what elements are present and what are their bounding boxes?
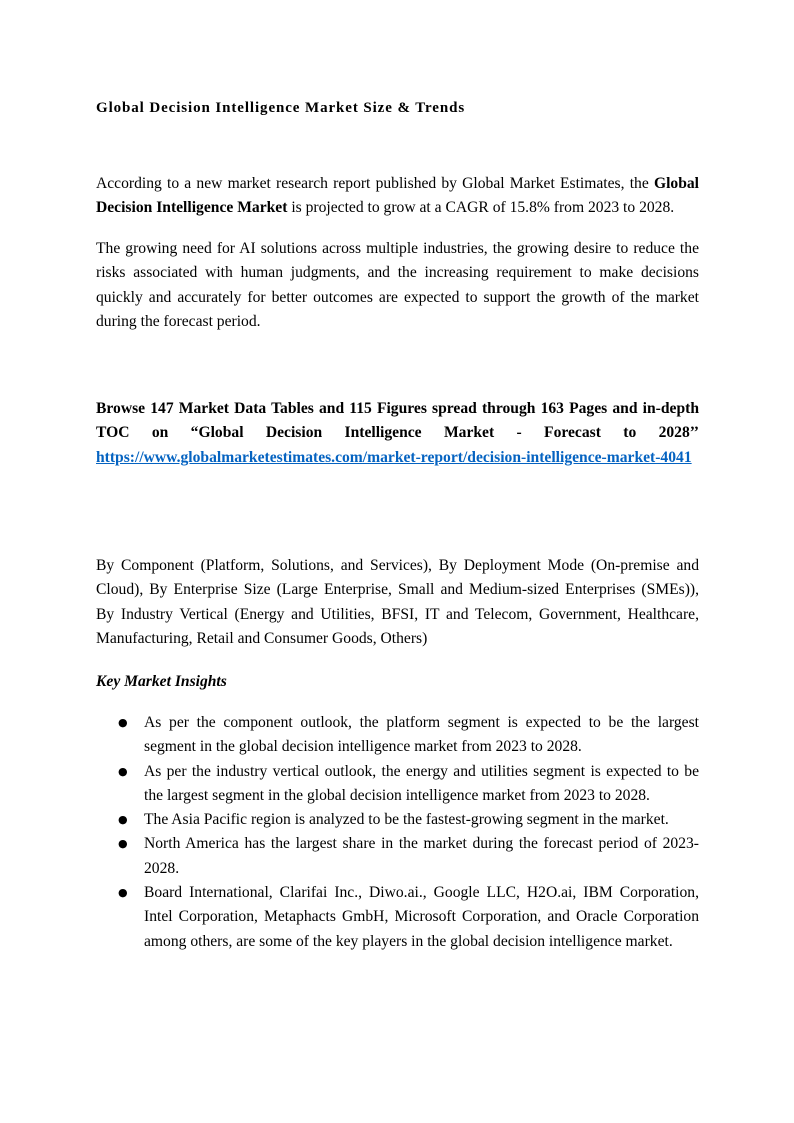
insight-text: As per the component outlook, the platform segment is expected to be the largest segment in the global decision intelligence market from 2023 to 2028.	[144, 714, 699, 756]
intro-text-start: According to a new market research report published by Global Market Estimates, the	[96, 175, 654, 192]
browse-line-1: Browse 147 Market Data Tables and 115 Figures spread through 163 Pages and in-depth	[96, 400, 699, 417]
page-title: Global Decision Intelligence Market Size & Trends	[96, 100, 466, 116]
browse-line-2: TOC on “Global Decision Intelligence Market - Forecast to 2028’’	[96, 424, 699, 442]
list-item	[96, 760, 699, 809]
insight-text: As per the industry vertical outlook, the energy and utilities segment is expected to be the largest segment in the global decision intelligence market from 2023 to 2028.	[144, 762, 699, 804]
insight-text: The Asia Pacific region is analyzed to be the fastest-growing segment in the market.	[144, 811, 669, 829]
bullet-icon: ●	[118, 716, 128, 729]
intro-text-end: is projected to grow at a CAGR of 15.8% from 2023 to 2028.	[287, 199, 675, 217]
segmentation-paragraph: By Component (Platform, Solutions, and Services), By Deployment Mode (On-premise and Cloud), By Enterprise Size (Large Enterprise, Small and Medium-sized Enterprises (SMEs)), By Industry Vertical (Energy and Utilities, BFSI, IT and Telecom, Government, Healthcare, Manufacturing, Retail and Consumer Goods, Others)	[96, 557, 699, 647]
list-item	[96, 808, 699, 832]
key-insights-heading: Key Market Insights	[96, 673, 227, 690]
browse-paragraph	[96, 397, 699, 470]
list-item	[96, 881, 699, 954]
bullet-icon: ●	[118, 886, 128, 900]
bullet-icon: ●	[118, 837, 128, 851]
report-link[interactable]: https://www.globalmarketestimates.com/market-report/decision-intelligence-market-4041	[96, 448, 692, 466]
list-item	[96, 832, 699, 881]
insight-text: Board International, Clarifai Inc., Diwo.ai., Google LLC, H2O.ai, IBM Corporation, Intel Corporation, Metaphacts GmbH, Microsoft Corporation, and Oracle Corporation among others, are some of the key players in the global decision intelligence market.	[144, 884, 699, 950]
bullet-icon: ●	[118, 813, 128, 827]
key-insights-list	[96, 711, 699, 954]
growth-paragraph: The growing need for AI solutions across multiple industries, the growing desire to reduce the risks associated with human judgments, and the increasing requirement to make decisions quickly and accurately for better outcomes are expected to support the growth of the market during the forecast period.	[96, 240, 699, 330]
insight-text: North America has the largest share in the market during the forecast period of 2023-2028.	[144, 835, 699, 877]
intro-market-name: Global Decision Intelligence Market	[96, 175, 699, 217]
list-item	[96, 711, 699, 760]
bullet-icon: ●	[118, 764, 128, 778]
intro-paragraph	[96, 172, 699, 221]
